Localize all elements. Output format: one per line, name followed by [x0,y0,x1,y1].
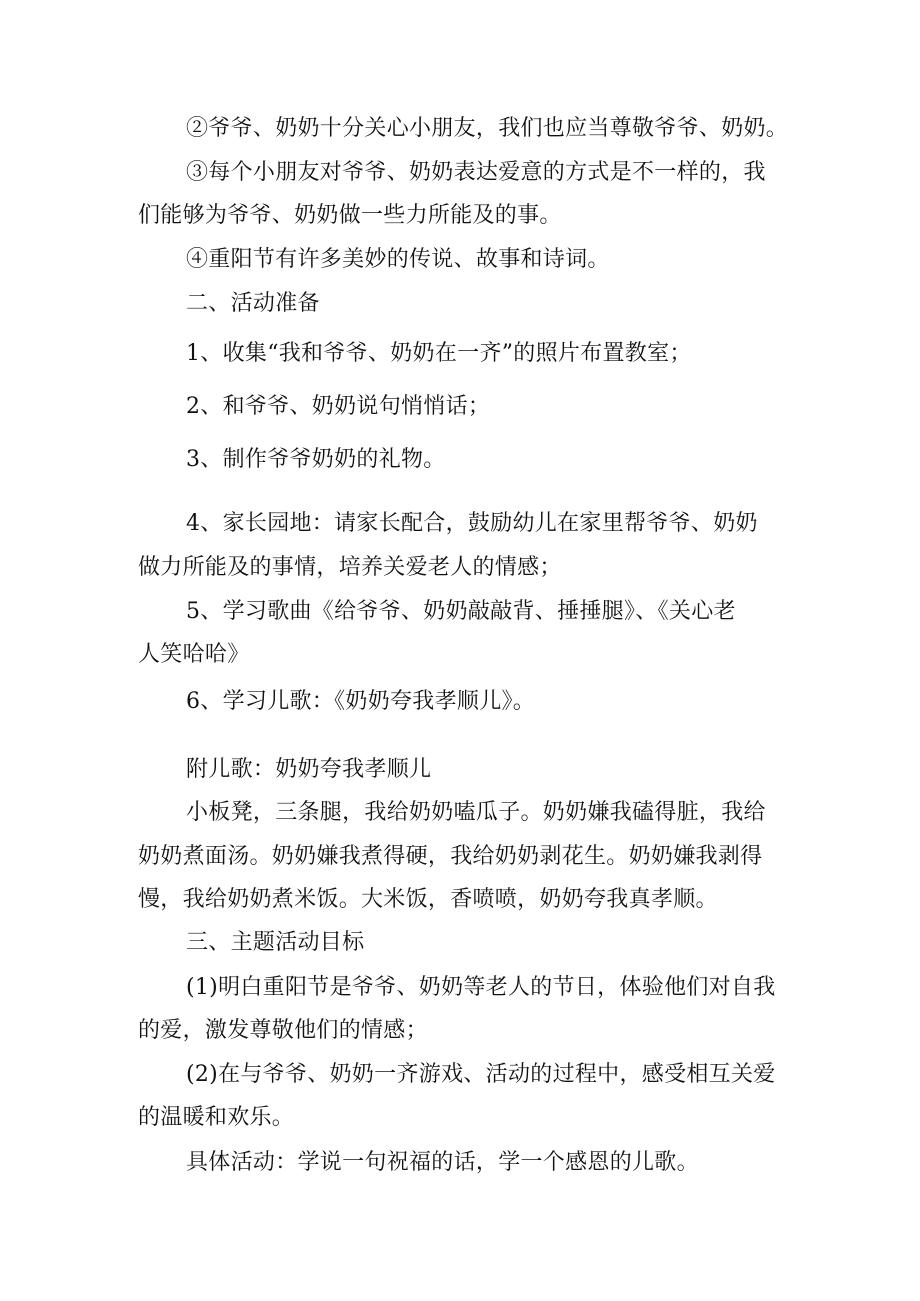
section-heading: 二、活动准备 [186,291,320,316]
song-title: 附儿歌：奶奶夸我孝顺儿 [186,757,432,782]
list-item: 1、收集“我和爷爷、奶奶在一齐”的照片布置教室； [186,341,692,366]
paragraph-line: 们能够为爷爷、奶奶做一些力所能及的事。 [138,203,562,228]
paragraph-line: 慢，我给奶奶煮米饭。大米饭，香喷喷，奶奶夸我真孝顺。 [138,887,718,912]
paragraph-line: 的爱，激发尊敬他们的情感； [138,1018,428,1043]
paragraph-line: 奶奶煮面汤。奶奶嫌我煮得硬，我给奶奶剥花生。奶奶嫌我剥得 [138,844,763,869]
list-item: 4、家长园地：请家长配合，鼓励幼儿在家里帮爷爷、奶奶 [186,511,758,536]
section-heading: 三、主题活动目标 [186,930,365,955]
paragraph-line: 人笑哈哈》 [138,642,250,667]
paragraph-line: 做力所能及的事情，培养关爱老人的情感； [138,555,562,580]
paragraph-line: ②爷爷、奶奶十分关心小朋友，我们也应当尊敬爷爷、奶奶。 [186,116,789,141]
list-item: 5、学习歌曲《给爷爷、奶奶敲敲背、捶捶腿》、《关心老 [186,599,736,624]
paragraph-line: 小板凳，三条腿，我给奶奶嗑瓜子。奶奶嫌我磕得脏，我给 [186,800,766,825]
paragraph-line: ④重阳节有许多美妙的传说、故事和诗词。 [186,247,610,272]
list-item: (2)在与爷爷、奶奶一齐游戏、活动的过程中，感受相互关爱 [186,1062,776,1087]
paragraph-line: 的温暖和欢乐。 [138,1105,295,1130]
paragraph-line: ③每个小朋友对爷爷、奶奶表达爱意的方式是不一样的，我 [186,160,766,185]
list-item: 2、和爷爷、奶奶说句悄悄话； [186,394,491,419]
list-item: (1)明白重阳节是爷爷、奶奶等老人的节日，体验他们对自我 [186,975,776,1000]
list-item: 6、学习儿歌：《奶奶夸我孝顺儿》。 [186,689,536,714]
paragraph-line: 具体活动：学说一句祝福的话，学一个感恩的儿歌。 [186,1150,699,1175]
list-item: 3、制作爷爷奶奶的礼物。 [186,447,446,472]
